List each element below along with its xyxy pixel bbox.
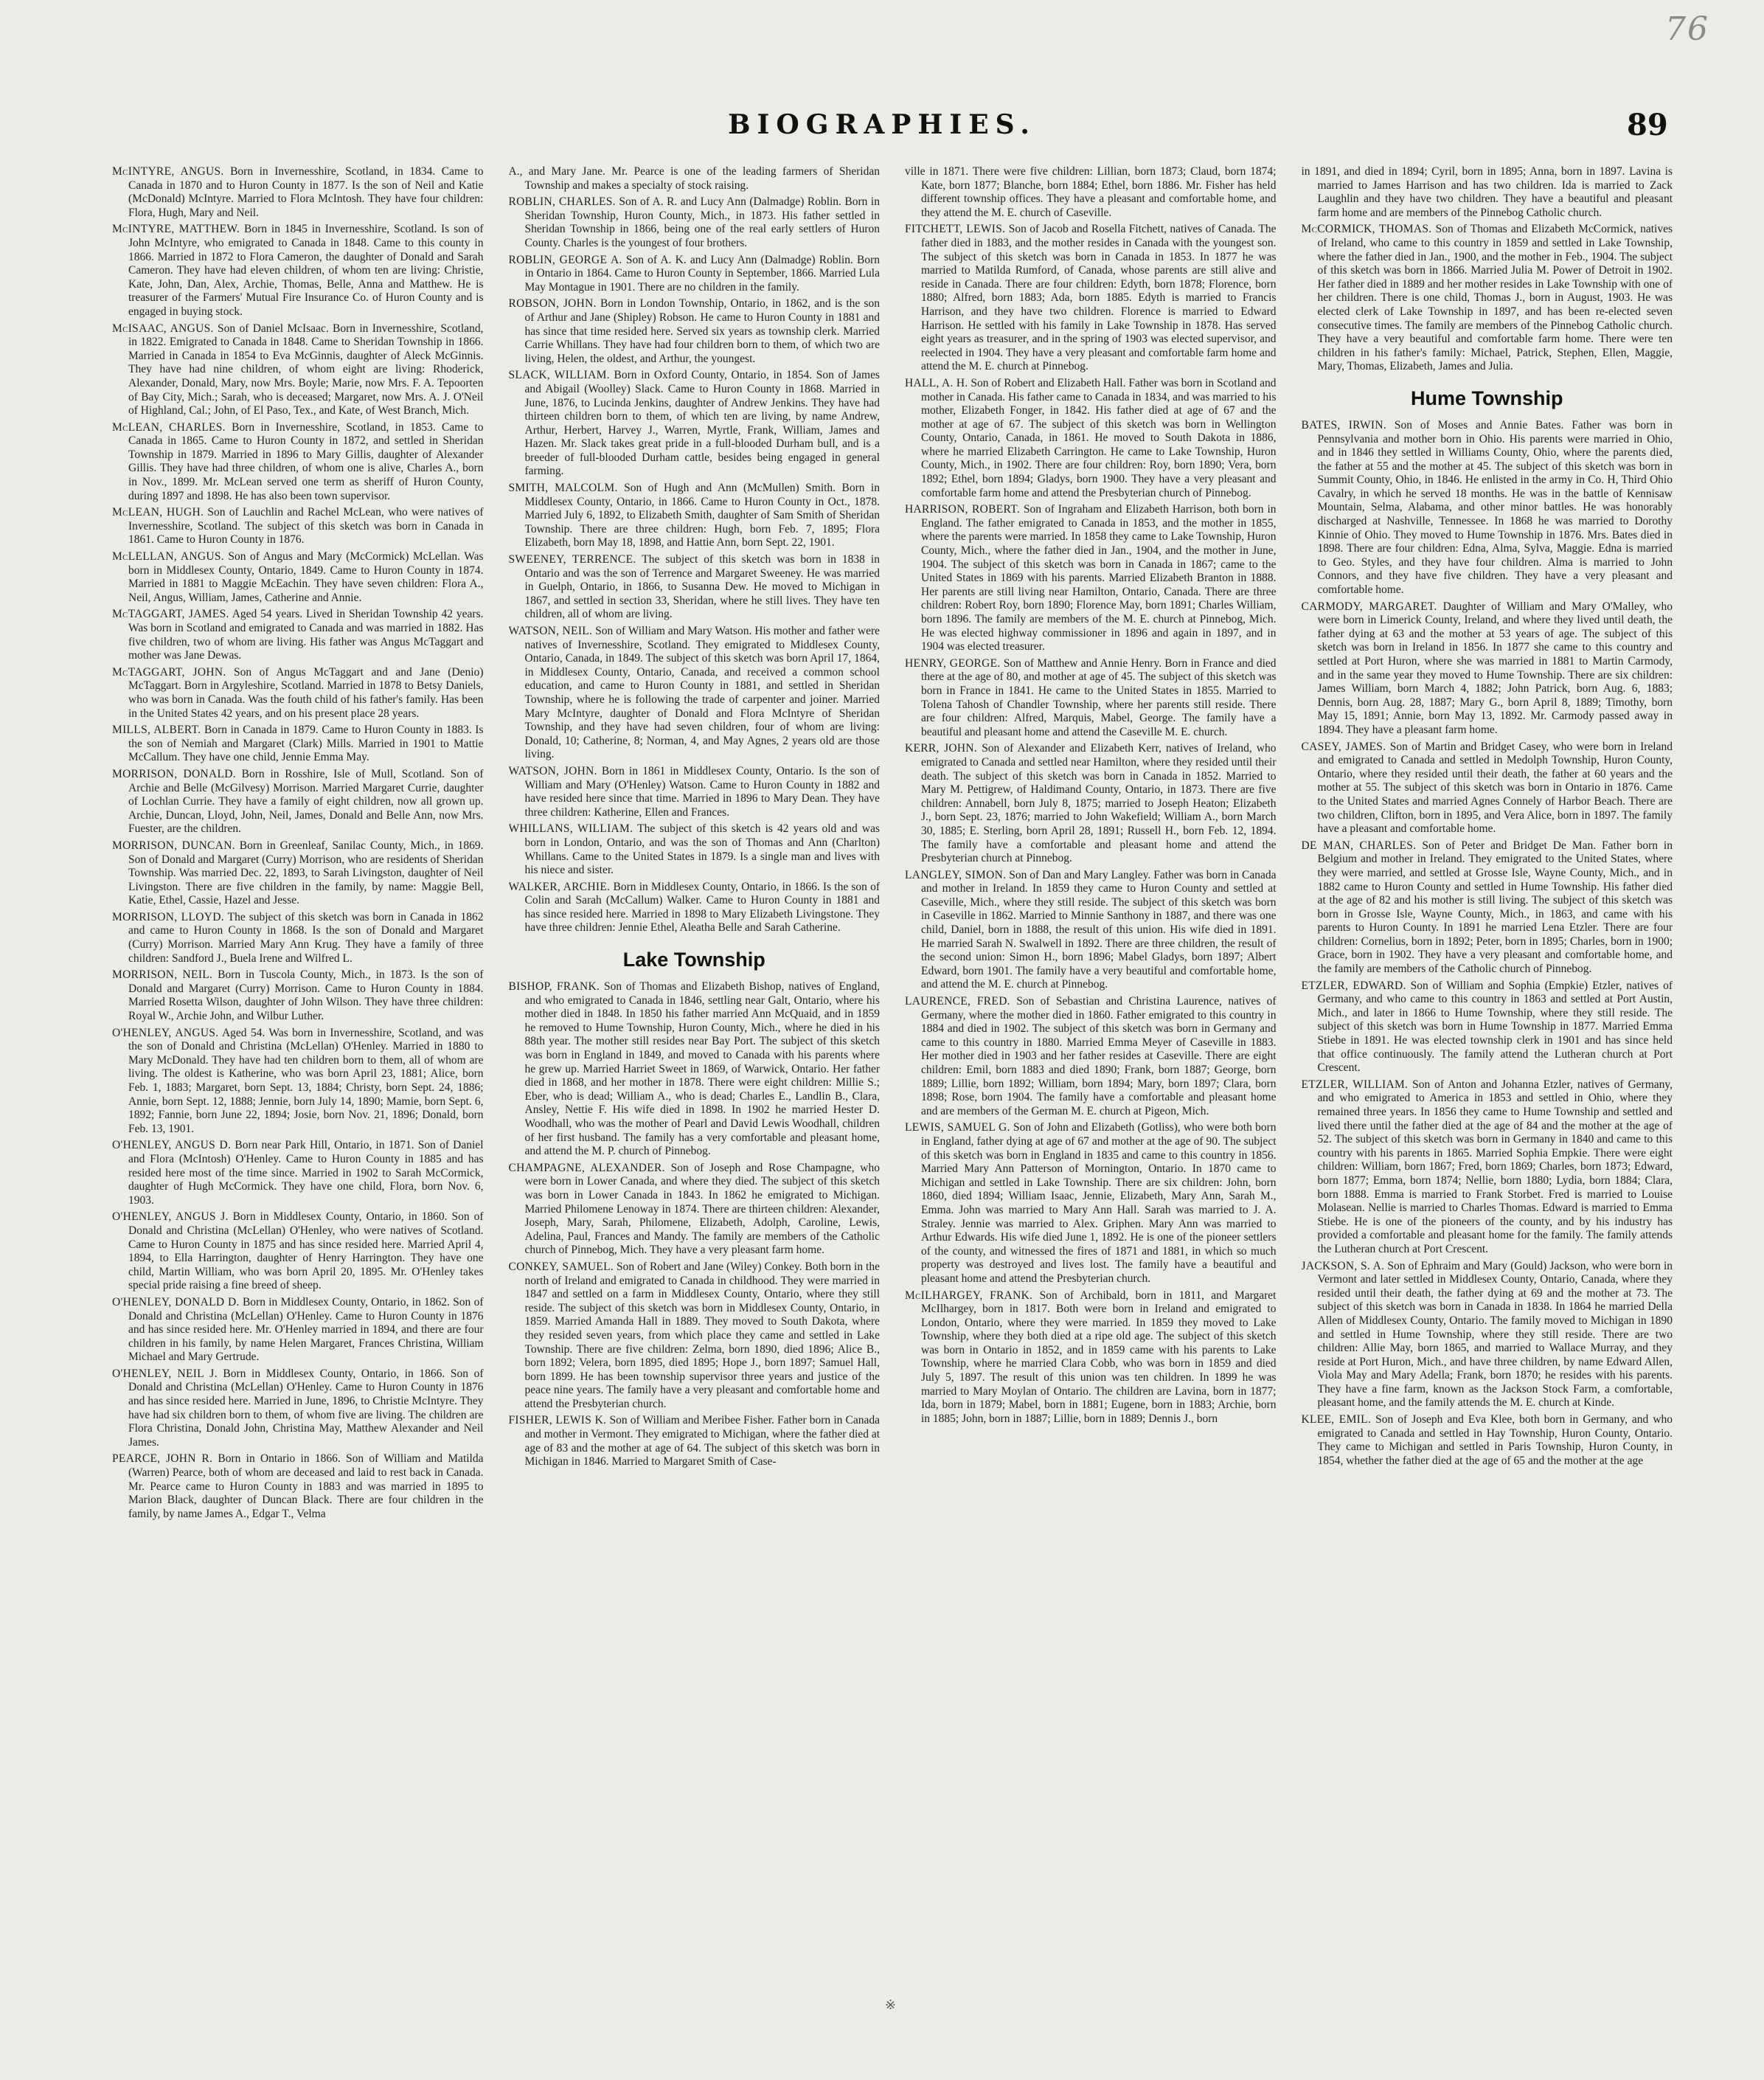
section-heading: Hume Township bbox=[1411, 386, 1563, 409]
entry-name: LANGLEY, SIMON. bbox=[905, 868, 1007, 881]
entry-text: Son of A. K. and Lucy Ann (Dalmadge) Roblin. Born in Ontario in 1864. Came to Huron County in September, 1866. Married Lula May Montague in 1901. There are no children in the family. bbox=[524, 253, 880, 294]
section-heading: Lake Township bbox=[622, 949, 765, 971]
entry-text: The subject of this sketch was born in 1838 in Ontario and was the son of Terrence and Margaret Sweeney. He was married in Guelph, Ontario, in 1866, to Susanna Dew. He moved to Michigan in 1867, and settled in section 33, Sheridan, where he still lives. They have ten children, all of whom are living. bbox=[524, 553, 880, 621]
entry-text: ville in 1871. There were five children: Lillian, born 1873; Claud, born 1874; Kate, born 1877; Blanche, born 1884; Ethel, born 1886. Mr. Fisher has held different township offices. They have a pleasant and comfortable home, and they attend the M. E. church of Caseville. bbox=[905, 165, 1277, 219]
entry-name: O'HENLEY, NEIL J. bbox=[112, 1367, 218, 1380]
biography-entry bbox=[509, 553, 881, 622]
entry-name: HENRY, GEORGE. bbox=[905, 656, 1001, 670]
entry-text: Born in 1861 in Middlesex County, Ontario. Is the son of William and Mary (O'Henley) Watson. Came to Huron County in 1882 and have resided here since that time. Married in 1896 to Mary Dean. They have three children: Katherine, Ellen and Frances. bbox=[524, 764, 880, 819]
entry-text: Born in Middlesex County, Ontario, in 1866. Is the son of Colin and Sarah (McCallum) Walker. Came to Huron County in 1881 and has since resided here. Married in 1898 to Mary Elizabeth Livingstone. They have three children: Jennie Ethel, Aleatha Belle and Sarah Catherine. bbox=[524, 880, 880, 935]
entry-text: Son of Anton and Johanna Etzler, natives of Germany, and who emigrated to America in 1853 and settled in Ohio, where they remained three years. In 1856 they came to Hume Township and settled and lived there until the father died at the age of 84 and the mother at the age of 52. The subject of this sketch was born in Germany in 1840 and came to this country with his parents in 1865. Married Sophia Empkie. There were eight children: William, born 1867; Fred, born 1869; Charles, born 1873; Edward, born 1877; Emma, born 1874; Nellie, born 1880; Lydia, born 1884; Clara, born 1888. Emma is married to Frank Storbet. Fred is married to Louise Molasean. Nellie is married to Charles Thomas. Edward is married to Emma Stiebe. He is one of the pioneers of the county, and by his industry has provided a comfortable and pleasant home for the family. The family attends the Lutheran church at Port Crescent. bbox=[1317, 1078, 1673, 1255]
entry-name: PEARCE, JOHN R. bbox=[112, 1452, 213, 1466]
entry-text: Son of Ephraim and Mary (Gould) Jackson, who were born in Vermont and later settled in Middlesex County, Ontario, Canada, where they resided until their death, the father dying at 69 and the mother at 73. The subject of this sketch was born in Canada in 1838. In 1864 he married Della Allen of Middlesex County, Ontario. The family moved to Michigan in 1890 and settled in Hume Township, where they still reside. There are two children: Allie May, born 1865, and married to Wallace Murray, and they reside at Port Huron, Mich., and have three children, by name Edward Allen, Viola May and Mary Adella; Frank, born 1870; he resides with his parents. They have a fine farm, known as the Jackson Stock Farm, a comfortable, pleasant home, and the family attends the M. E. church at Kinde. bbox=[1317, 1259, 1673, 1410]
biography-entry bbox=[1302, 223, 1673, 374]
biography-entry bbox=[509, 765, 881, 819]
biography-entry bbox=[112, 1296, 484, 1365]
entry-name: BISHOP, FRANK. bbox=[508, 980, 600, 994]
biography-entry bbox=[509, 165, 881, 193]
entry-text: Born in Invernesshire, Scotland, in 1834. Came to Canada in 1870 and to Huron County in 1877. Is the son of Neil and Katie (McDonald) McIntyre. Married to Flora McIntosh. They have four children: Flora, Hugh, Mary and Neil. bbox=[128, 165, 484, 219]
biography-entry bbox=[509, 980, 881, 1159]
biography-entry bbox=[112, 768, 484, 836]
biography-entry bbox=[1302, 1260, 1673, 1411]
entry-text: Son of A. R. and Lucy Ann (Dalmadge) Roblin. Born in Sheridan Township, Huron County, Mich., in 1873. His father settled in Sheridan Township in 1866, being one of the real early settlers of Huron County. Charles is the youngest of four brothers. bbox=[524, 195, 880, 249]
column-3 bbox=[905, 165, 1277, 2053]
biography-entry bbox=[112, 322, 484, 418]
entry-text: Son of Archibald, born in 1811, and Margaret McIlhargey, born in 1817. Both were born in Ireland and emigrated to London, Ontario, where they were married. In 1859 they moved to Lake Township, where they both died at a ripe old age. The subject of this sketch was born in Ontario in 1852, and in 1859 came with his parents to Lake Township, where he married Clara Cobb, who was born in 1859 and died July 5, 1897. The result of this union was ten children. In 1899 he was married to Mary Moylan of Ontario. The children are Lavina, born in 1877; Ida, born in 1879; Mabel, born in 1881; Eugene, born in 1883; Archie, born in 1885; John, born in 1887; Lillie, born in 1889; Dennis J., born bbox=[921, 1289, 1277, 1425]
entry-text: Son of Moses and Annie Bates. Father was born in Pennsylvania and mother born in Ohio. His parents were married in Ohio, and in 1846 they settled in Williams County, Ohio, where the parents died, the father at 55 and the mother at 45. The subject of this sketch was born in Summit County, Ohio, in 1846. He enlisted in the army in Co. H, Third Ohio Cavalry, in which he served 18 months. He was in the battle of Kennisaw Mountain, Selma, Alabama, and other minor battles. He was honorably discharged at Nashville, Tennessee. In 1868 he was married to Dorothy Kinnie of Ohio. They moved to Hume Township in 1876. Mrs. Bates died in 1898. There are four children: Edna, Alma, Sylva, Maggie. Edna is married to Geo. Styles, and they have four children. Alma is married to John Connors, and they have five children. They have a very pleasant and comfortable home. bbox=[1317, 418, 1673, 597]
column-4 bbox=[1302, 165, 1673, 2053]
entry-name: McCORMICK, THOMAS. bbox=[1301, 223, 1432, 236]
entry-name: SMITH, MALCOLM. bbox=[508, 482, 618, 495]
entry-text: in 1891, and died in 1894; Cyril, born in 1895; Anna, born in 1897. Lavina is married to James Harrison and has two children. Ida is married to Zack Laughlin and they have two children. They have a beautiful and pleasant farm home and are members of the Pinnebog Catholic church. bbox=[1301, 165, 1673, 219]
entry-name: CHAMPAGNE, ALEXANDER. bbox=[508, 1161, 665, 1174]
entry-name: McLEAN, HUGH. bbox=[112, 506, 204, 519]
gutter-ornament: ※ bbox=[885, 1997, 897, 2012]
entry-text: Born near Park Hill, Ontario, in 1871. Son of Daniel and Flora (McIntosh) O'Henley. Came to Huron County in 1885 and has resided here most of the time since. Married in 1902 to Sarah McCormick, daughter of Hugh McCormick. They have one child, Flora, born Nov. 6, 1903. bbox=[128, 1139, 484, 1207]
biography-entry bbox=[1302, 741, 1673, 836]
biography-entry bbox=[112, 550, 484, 605]
entry-name: MORRISON, DONALD. bbox=[112, 767, 236, 780]
entry-name: O'HENLEY, DONALD D. bbox=[112, 1295, 240, 1308]
biography-entry bbox=[905, 165, 1277, 220]
entry-text: Born in Middlesex County, Ontario, in 1866. Son of Donald and Christina (McLellan) O'Henley. Came to Huron County in 1876 and has since resided here. Married in June, 1896, to Christie McIntyre. They have had six children born to them, of whom five are living. The children are Flora Christina, Donald John, Christina May, Matthew Alexander and Neil James. bbox=[128, 1367, 484, 1449]
entry-text: Son of Martin and Bridget Casey, who were born in Ireland and emigrated to Canada and settled in Medolph Township, Huron County, Ontario, where they resided until their death, the father at 60 years and the mother at 55. The subject of this sketch was born in Ontario in 1876. Came to the United States and married Agnes Connely of Harbor Beach. There are two children, Clifton, born in 1895, and Vera Alice, born in 1897. The family have a pleasant and comfortable home. bbox=[1317, 740, 1673, 836]
entry-text: Born in Ontario in 1866. Son of William and Matilda (Warren) Pearce, both of whom are deceased and laid to rest back in Canada. Mr. Pearce came to Huron County in 1883 and was married in 1895 to Marion Black, daughter of Duncan Black. There are four children in the family, by name James A., Edgar T., Velma bbox=[128, 1452, 484, 1520]
running-head: BIOGRAPHIES. bbox=[728, 109, 1036, 140]
entry-text: Son of John and Elizabeth (Gotliss), who were both born in England, father dying at age of 67 and mother at the age of 90. The subject of this sketch was born in England in 1835 and came to this country in 1856. Married Mary Ann Patterson of Mornington, Ontario. In 1870 came to Michigan and settled in Lake Township. There are six children: John, born 1860, died 1894; William Isaac, Jennie, Elizabeth, Mary Ann, Sarah M., Emma. John was married to Mary Ann Hall. Sarah was married to J. A. Straley. Jennie was married to Alex. Griphen. Mary Ann was married to Arthur Edwards. His wife died June 1, 1892. He is one of the pioneer settlers of the county, and witnessed the fires of 1871 and 1881, in which so much property was destroyed and lives lost. The family have a beautiful and pleasant home and attend the Presbyterian church. bbox=[921, 1121, 1277, 1285]
entry-text: The subject of this sketch was born in Canada in 1862 and came to Huron County in 1868. Is the son of Donald and Margaret (Curry) Morrison. Married Mary Ann Krug. They have a family of three children: Sandford J., Buela Irene and Wilfred L. bbox=[128, 910, 484, 965]
entry-text: Son of Thomas and Elizabeth Bishop, natives of England, and who emigrated to Canada in 1846, settling near Galt, Ontario, where his mother died in 1848. In 1850 his father married Ann McQuaid, and in 1859 he removed to Hume Township, Huron County, Mich., where he died in his 88th year. The mother still resides near Bay Port. The subject of this sketch was born in England in 1849, and moved to Canada with his parents where he grew up. Married Harriet Sweet in 1869, of Warwick, Ontario. Her father died in 1868, and her mother in 1878. There were eight children: Millie S.; Eber, who is dead; William A., who is dead; Charles E., Landlin B., Clara, Ansley, Nettie F. His wife died in 1898. In 1902 he married Hester D. Woodhall, who was the mother of Pearl and David Lewis Woodhall, children of her first husband. The family has a very comfortable and pleasant home, and attend the M. P. church of Pinnebog. bbox=[524, 980, 880, 1158]
biography-entry bbox=[112, 506, 484, 547]
entry-text: Aged 54 years. Lived in Sheridan Township 42 years. Was born in Scotland and emigrated to Canada and was married in 1882. Has five children, two of whom are living. His father was Angus McTaggart and mother was Jane Dewas. bbox=[128, 608, 484, 662]
column-1 bbox=[112, 165, 484, 2053]
biography-entry bbox=[905, 657, 1277, 740]
entry-name: ROBLIN, CHARLES. bbox=[508, 195, 616, 209]
entry-name: ETZLER, EDWARD. bbox=[1301, 979, 1406, 992]
entry-text: Aged 54. Was born in Invernesshire, Scotland, and was the son of Donald and Christina (McLellan) O'Henley. Married in 1880 to Mary McDonald. They have had ten children born to them, all of whom are living. The oldest is Katherine, who was born April 23, 1881; Alice, born Feb. 1, 1883; Margaret, born Sept. 13, 1884; Christy, born Sept. 24, 1886; Annie, born Sept. 12, 1888; Jennie, born July 14, 1890; Mamie, born Sept. 6, 1892; Fannie, born June 22, 1894; Josie, born Nov. 21, 1896; Donald, born Feb. 13, 1901. bbox=[128, 1026, 484, 1135]
entry-name: BATES, IRWIN. bbox=[1301, 418, 1387, 431]
entry-text: Daughter of William and Mary O'Malley, who were born in Limerick County, Ireland, and where they lived until death, the father dying at 63 and the mother at 53 years of age. The subject of this sketch was born in Ireland in 1856. In 1877 she came to this country and settled at Port Huron, where she was married in 1881 to Martin Carmody, and in the same year they moved to Hume Township. There are six children: James William, born March 4, 1882; John Patrick, born Aug. 6, 1883; Dennis, born Aug. 28, 1887; Mary G., born April 8, 1889; Timothy, born May 15, 1891; Annie, born May 13, 1892. Mr. Carmody passed away in 1894. They have a pleasant farm home. bbox=[1317, 600, 1673, 736]
biography-entry bbox=[112, 1452, 484, 1521]
entry-name: CONKEY, SAMUEL. bbox=[508, 1260, 614, 1273]
entry-name: O'HENLEY, ANGUS D. bbox=[112, 1139, 232, 1152]
biography-entry bbox=[112, 724, 484, 765]
entry-text: Son of Ingraham and Elizabeth Harrison, both born in England. The father emigrated to Canada in 1853, and the mother in 1855, where the parents were married. In 1858 they came to Lake Township, Huron County, Mich., where the father died in Jan., 1904, and the mother in June, 1904. The subject of this sketch was born in Canada in 1867; came to the United States in 1869 with his parents. Married Elizabeth Branton in 1888. Her parents are still living near Hamilton, Ontario, Canada. There are three children: Robert Roy, born 1890; Florence May, born 1891; Charles William, born 1896. The family are members of the M. E. church at Pinnebog, Mich. He was elected highway commissioner in 1896 and again in 1897, and in 1904 was elected treasurer. bbox=[921, 503, 1277, 654]
entry-name: FISHER, LEWIS K. bbox=[508, 1414, 607, 1427]
entry-name: O'HENLEY, ANGUS. bbox=[112, 1026, 219, 1039]
entry-text: Son of Sebastian and Christina Laurence, natives of Germany, where the mother died in 1860. Father emigrated to this country in 1884 and died in 1902. The subject of this sketch was born in Germany and came to this country in 1880. Married Emma Meyer of Caseville in 1883. Her mother died in 1903 and her father resides at Caseville. There are eight children: Emil, born 1883 and died 1890; Frank, born 1887; George, born 1889; Lillie, born 1892; William, born 1894; Mary, born 1897; Clara, born 1898; Rose, born 1904. The family have a comfortable and pleasant home and are members of the German M. E. church at Pigeon, Mich. bbox=[921, 995, 1277, 1117]
entry-name: McTAGGART, JOHN. bbox=[112, 665, 226, 679]
biography-entry bbox=[1302, 1413, 1673, 1468]
entry-name: ROBSON, JOHN. bbox=[508, 297, 597, 311]
entry-name: McTAGGART, JAMES. bbox=[112, 608, 229, 621]
biography-entry bbox=[509, 482, 881, 550]
biography-entry bbox=[112, 1367, 484, 1450]
biography-entry bbox=[112, 839, 484, 908]
entry-name: SWEENEY, TERRENCE. bbox=[508, 553, 636, 566]
entry-name: ROBLIN, GEORGE A. bbox=[508, 253, 622, 266]
entry-name: WHILLANS, WILLIAM. bbox=[508, 822, 633, 836]
entry-name: McINTYRE, ANGUS. bbox=[112, 165, 224, 178]
entry-text: Born in Oxford County, Ontario, in 1854. Son of James and Abigail (Woolley) Slack. Came to Huron County in 1868. Married in June, 1876, to Lucinda Jenkins, daughter of Andrew Jenkins. They have had thirteen children born to them, of which ten are living, by name Andrew, Arthur, Herbert, Harvey J., Warren, Myrtle, Frank, William, James and Hazen. Mr. Slack takes great pride in a full-blooded Durham bull, and is a breeder of full-blooded Durham cattle, besides being engaged in general farming. bbox=[524, 369, 880, 478]
biography-entry bbox=[509, 297, 881, 366]
entry-text: Born in 1845 in Invernesshire, Scotland. Is son of John McIntyre, who emigrated to Canada in 1848. Came to this county in 1866. Married in 1872 to Flora Cameron, the daughter of Donald and Sarah Cameron. They have had eleven children, of whom ten are living: Christie, Kate, John, Dan, Alex, Archie, Thomas, Belle, Anna and Matthew. He is treasurer of the Farmers' Mutual Fire Insurance Co. of Huron County and is engaged in buying stock. bbox=[128, 223, 484, 318]
entry-text: Born in Invernesshire, Scotland, in 1853. Came to Canada in 1865. Came to Huron County in 1872, and settled in Sheridan Township in 1879. Married in 1896 to Mary Gillis, daughter of Alexander Gillis. They have had three children, of whom one is alive, Charles A., born in Nov., 1899. Mr. McLean served one term as sheriff of Huron County, during 1897 and 1898. He has also been town supervisor. bbox=[128, 420, 484, 502]
entry-text: Born in Canada in 1879. Came to Huron County in 1883. Is the son of Nemiah and Margaret (Clark) Mills. Married in 1901 to Mattie McCallum. They have one child, Jennie Emma May. bbox=[128, 724, 484, 764]
biography-entry bbox=[1302, 980, 1673, 1075]
entry-name: MORRISON, NEIL. bbox=[112, 968, 213, 982]
biography-entry bbox=[509, 369, 881, 479]
entry-name: CASEY, JAMES. bbox=[1301, 740, 1386, 753]
entry-text: Son of Jacob and Rosella Fitchett, natives of Canada. The father died in 1883, and the mother resides in Canada with the youngest son. The subject of this sketch was born in Canada in 1853. In 1877 he was married to Matilda Rumford, of Canada, whose parents are still alive and reside in Canada. There are four children: Edyth, born 1878; Florence, born 1880; Alfred, born 1883; Ada, born 1885. Edyth is married to Francis Harrison, and they have two children. Florence is married to Edward Harrison. He settled with his family in Lake Township in 1878. Has served eight years as treasurer, and in the spring of 1903 was elected supervisor, and reelected in 1904. They have a very pleasant and comfortable farm home and attend the M. E. church at Pinnebog. bbox=[921, 223, 1277, 373]
entry-text: Son of William and Mary Watson. His mother and father were natives of Invernesshire, Scotland. They emigrated to Middlesex County, Ontario, Canada, in 1849. The subject of this sketch was born April 17, 1864, in Middlesex County, Ontario, Canada, and received a common school education, and came to Huron County in 1881, and settled in Sheridan Township, where he is following the trade of carpenter and joiner. Married Mary McIntyre, daughter of Donald and Flora McIntyre of Sheridan Township, and they have had seven children, four of whom are living: Donald, 10; Catherine, 8; Norman, 4, and May Agnes, 2 years old are those living. bbox=[524, 625, 880, 761]
biography-entry bbox=[112, 968, 484, 1023]
biography-entry bbox=[905, 995, 1277, 1118]
entry-name: McISAAC, ANGUS. bbox=[112, 322, 214, 335]
biography-columns bbox=[112, 165, 1673, 2053]
entry-text: Son of Lauchlin and Rachel McLean, who were natives of Invernesshire, Scotland. The subject of this sketch was born in Canada in 1861. Came to Huron County in 1876. bbox=[128, 506, 484, 547]
biography-entry bbox=[905, 503, 1277, 654]
entry-text: Son of Hugh and Ann (McMullen) Smith. Born in Middlesex County, Ontario, in 1866. Came to Huron County in Oct., 1878. Married July 6, 1892, to Elizabeth Smith, daughter of Sam Smith of Sheridan Township. There are three children: Hugh, born Feb. 7, 1895; Flora Elizabeth, born May 18, 1898, and Hattie Ann, born Sept. 22, 1901. bbox=[524, 482, 880, 550]
entry-name: McLELLAN, ANGUS. bbox=[112, 550, 224, 564]
entry-name: WATSON, JOHN. bbox=[508, 764, 597, 777]
biography-entry bbox=[1302, 600, 1673, 738]
entry-name: MILLS, ALBERT. bbox=[112, 724, 201, 737]
biography-entry bbox=[1302, 419, 1673, 597]
biography-entry bbox=[509, 195, 881, 250]
biography-entry bbox=[509, 254, 881, 295]
biography-entry bbox=[112, 1139, 484, 1207]
entry-text: Son of Robert and Elizabeth Hall. Father was born in Scotland and mother in Canada. His father came to Canada in 1834, and was married to his mother, Elizabeth Fonger, in 1842. His father died at age of 67 and the mother at age of 67. The subject of this sketch was born in Wellington County, Ontario, Canada, in 1861. He moved to South Dakota in 1886, where he married Elizabeth Carrington. He came to Lake Township, Huron County, Mich., in 1902. There are four children: Roy, born 1890; Vera, born 1892; Ethel, born 1894; Gladys, born 1900. They have a very pleasant and comfortable farm home and attend the Presbyterian church of Pinnebog. bbox=[921, 376, 1277, 499]
entry-text: Born in Greenleaf, Sanilac County, Mich., in 1869. Son of Donald and Margaret (Curry) Morrison, who are residents of Sheridan Township. Was married Dec. 22, 1893, to Sarah Livingston, daughter of Neil Livingston. There are five children in the family, by name: Maggie Bell, Katie, Ethel, Cassie, Hazel and Jesse. bbox=[128, 839, 484, 907]
entry-text: Son of Angus McTaggart and and Jane (Denio) McTaggart. Born in Argyleshire, Scotland. Married in 1878 to Betsy Daniels, who was born in Canada. Was the fouth child of his father's family. Has been in the United States 42 years, and on his present place 28 years. bbox=[128, 665, 484, 720]
entry-text: Son of Robert and Jane (Wiley) Conkey. Both born in the north of Ireland and emigrated to Canada in childhood. They were married in 1847 and settled on a farm in Middlesex County, Ontario, where they still reside. The subject of this sketch was born in Middlesex County, Ontario, in 1859. Married Amanda Hall in 1889. They moved to South Dakota, where they resided seven years, from which place they came and settled in Lake Township. There are five children: Zelma, born 1890, died 1896; Alice B., born 1892; Velera, born 1895, died 1895; Hope J., born 1897; Samuel Hall, born 1899. He has been township supervisor three years and justice of the peace nine years. The family have a very pleasant and comfortable home and attend the Presbyterian church. bbox=[524, 1260, 880, 1410]
biography-entry bbox=[1302, 1078, 1673, 1257]
entry-name: HALL, A. H. bbox=[905, 376, 968, 389]
biography-entry bbox=[905, 377, 1277, 500]
entry-text: Born in Middlesex County, Ontario, in 1860. Son of Donald and Christina (McLellan) O'Henley, who were natives of Scotland. Came to Huron County in 1875 and has since resided here. Married April 4, 1894, to Ella Harrington, daughter of Henry Harrington. They have one child, Martin William, who was born April 20, 1895. Mr. O'Henley takes special pride raising a fine breed of sheep. bbox=[128, 1210, 484, 1292]
biography-entry bbox=[509, 881, 881, 935]
biography-entry bbox=[112, 1027, 484, 1137]
entry-text: Son of Matthew and Annie Henry. Born in France and died there at the age of 80, and mother at age of 45. The subject of this sketch was born in France in 1841. He came to the United States in 1855. Married to Tolena Tahosh of Chandler Township, where her parents still reside. There are four children: Alfred, Marquis, Mabel, George. The family have a beautiful and pleasant home and attend the Caseville M. E. church. bbox=[921, 656, 1277, 738]
biography-entry bbox=[509, 822, 881, 877]
biography-entry bbox=[905, 223, 1277, 374]
page-number: 89 bbox=[1627, 108, 1668, 142]
entry-name: ETZLER, WILLIAM. bbox=[1301, 1078, 1409, 1091]
biography-entry bbox=[112, 666, 484, 721]
biography-entry bbox=[905, 869, 1277, 992]
entry-name: FITCHETT, LEWIS. bbox=[905, 223, 1006, 236]
entry-text: Son of Thomas and Elizabeth McCormick, natives of Ireland, who came to this country in 1859 and settled in Lake Township, where the father died in Jan., 1900, and the mother in Feb., 1904. The subject of this sketch was born in 1866. Married Julia M. Power of Detroit in 1902. Her father died in 1889 and her mother resides in Lake Township with one of her children. There is one child, Thomas J., born in August, 1903. He was elected clerk of Lake Township in 1897, and has been re-elected seven consecutive times. The family are members of the Pinnebog Catholic church. They have a very beautiful and comfortable farm home. There were ten children in his father's family: Michael, Patrick, Stephen, Ellen, Maggie, Mary, Thomas, Elizabeth, James and Julia. bbox=[1317, 223, 1673, 373]
entry-text: Born in Tuscola County, Mich., in 1873. Is the son of Donald and Margaret (Curry) Morrison. Came to Huron County in 1884. Married Rosetta Wilson, daughter of John Wilson. They have three children: Royal W., Archie John, and Wilbur Luther. bbox=[128, 968, 484, 1023]
biography-entry bbox=[509, 1162, 881, 1258]
entry-text: Son of Daniel McIsaac. Born in Invernesshire, Scotland, in 1822. Emigrated to Canada in 1848. Came to Sheridan Township in 1866. Married in Canada in 1854 to Eva McGinnis, daughter of Aleck McGinnis. They have had nine children, of whom eight are living: Rhoderick, Alexander, Donald, Mary, now Mrs. Boyle; Marie, now Mrs. F. A. Tepoorten of Bay City, Mich.; Sarah, who is deceased; Margaret, now Mrs. A. J. O'Neil of Highland, Cal.; John, of El Paso, Tex., and Kate, of West Branch, Mich. bbox=[128, 322, 484, 417]
pencil-page-note: 76 bbox=[1665, 10, 1709, 48]
entry-text: Son of Alexander and Elizabeth Kerr, natives of Ireland, who emigrated to Canada and settled near Hamilton, where they resided until their death. The subject of this sketch was born in Canada in 1852. Married to Mary M. Pettigrew, of Haldimand County, Ontario, in 1873. There are five children: Annabell, born July 8, 1875; married to Joseph Heaton; Elizabeth J., born Sept. 23, 1876; married to John Wakefield; William A., born March 30, 1885; E. Sterling, born April 28, 1891; Russell H., born Feb. 12, 1894. The family have a comfortable and pleasant home and attend the Presbyterian church at Pinnebog. bbox=[921, 742, 1277, 865]
entry-text: Son of Joseph and Rose Champagne, who were born in Lower Canada, and where they died. The subject of this sketch was born in Lower Canada in 1843. In 1862 he emigrated to Michigan. Married Philomene Lenoway in 1874. There are thirteen children: Alexander, Joseph, Mary, Sarah, Philomene, Elizabeth, Adolph, Caroline, Lewis, Adelina, Paul, Frances and Mandy. The family are members of the Catholic church of Pinnebog, Mich. They have a very pleasant farm home. bbox=[524, 1161, 880, 1257]
biography-entry bbox=[905, 1289, 1277, 1426]
entry-name: CARMODY, MARGARET. bbox=[1301, 600, 1437, 613]
biography-entry bbox=[1302, 165, 1673, 220]
entry-name: McINTYRE, MATTHEW. bbox=[112, 223, 240, 236]
biography-entry bbox=[112, 911, 484, 966]
entry-name: SLACK, WILLIAM. bbox=[508, 369, 610, 382]
biography-entry bbox=[509, 625, 881, 762]
entry-name: McILHARGEY, FRANK. bbox=[905, 1289, 1033, 1302]
entry-text: Born in London Township, Ontario, in 1862, and is the son of Arthur and Jane (Shipley) Robson. He came to Huron County in 1881 and has since that time resided here. Served six years as township clerk. Married Carrie Whillans. They have had four children born to them, of which two are living, Helen, the oldest, and Arthur, the youngest. bbox=[524, 297, 880, 365]
biography-entry bbox=[112, 165, 484, 220]
biography-entry bbox=[1302, 839, 1673, 977]
entry-name: LEWIS, SAMUEL G. bbox=[905, 1121, 1010, 1134]
column-2 bbox=[509, 165, 881, 2053]
entry-text: Son of Angus and Mary (McCormick) McLellan. Was born in Middlesex County, Ontario, 1849. Came to Huron County in 1874. Married in 1881 to Maggie McEachin. They have seven children: Flora A., Neil, Angus, William, James, Catherine and Annie. bbox=[128, 550, 484, 604]
entry-text: Son of William and Meribee Fisher. Father born in Canada and mother in Vermont. They emigrated to Michigan, where the father died at age of 83 and the mother at age of 64. The subject of this sketch was born in Michigan in 1846. Married to Margaret Smith of Case- bbox=[524, 1414, 880, 1469]
biography-entry bbox=[112, 608, 484, 662]
entry-name: WALKER, ARCHIE. bbox=[508, 880, 611, 893]
biography-entry bbox=[905, 1121, 1277, 1286]
biography-entry bbox=[509, 1414, 881, 1469]
biography-entry bbox=[509, 1261, 881, 1412]
entry-name: O'HENLEY, ANGUS J. bbox=[112, 1210, 229, 1224]
entry-name: KERR, JOHN. bbox=[905, 742, 978, 755]
entry-text: Son of William and Sophia (Empkie) Etzler, natives of Germany, and who came to this country in 1863 and settled at Port Austin, Mich., and later in 1866 to Hume Township, where they still reside. The subject of this sketch was born in Hume Township in 1877. Married Emma Stiebe in 1891. He was elected township clerk in 1901 and has since held that office continuously. The family attend the Lutheran church at Port Crescent. bbox=[1317, 979, 1673, 1075]
entry-text: Son of Dan and Mary Langley. Father was born in Canada and mother in Ireland. In 1859 they came to Huron County and settled at Caseville, Mich., where they still reside. The subject of this sketch was born in Caseville in 1862. Married to Minnie Santhony in 1887, and there was one child, Daniel, born in 1888, the result of this union. His wife died in 1891. He married Sarah N. Swalwell in 1892. There are three children, the result of the second union: Simon H., born 1896; Mabel Gladys, born 1897; Albert Edward, born 1901. The family have a very beautiful and comfortable home, and attend the M. E. church at Pinnebog. bbox=[921, 868, 1277, 991]
entry-text: The subject of this sketch is 42 years old and was born in London, Ontario, and was the son of Thomas and Ann (Charlton) Whillans. Came to the United States in 1879. Is a single man and lives with his niece and sister. bbox=[524, 822, 880, 877]
entry-text: Son of Joseph and Eva Klee, both born in Germany, and who emigrated to Canada and settled in Hay Township, Huron County, Ontario. They came to Michigan and settled in Paris Township, Huron County, in 1854, whether the father died at the age of 65 and the mother at the age bbox=[1317, 1413, 1673, 1467]
entry-name: McLEAN, CHARLES. bbox=[112, 420, 226, 434]
entry-name: WATSON, NEIL. bbox=[508, 625, 593, 637]
entry-name: LAURENCE, FRED. bbox=[905, 995, 1010, 1008]
entry-name: MORRISON, DUNCAN. bbox=[112, 839, 235, 852]
biography-entry bbox=[905, 742, 1277, 865]
biography-entry bbox=[112, 1210, 484, 1293]
entry-name: HARRISON, ROBERT. bbox=[905, 503, 1021, 516]
biography-entry bbox=[112, 421, 484, 504]
entry-text: Born in Middlesex County, Ontario, in 1862. Son of Donald and Christina (McLellan) O'Henley. Came to Huron County in 1876 and has since resided here. Mr. O'Henley married in 1894, and there are four children in his family, by name Helen Margaret, Frances Christina, William Michael and Mary Gertrude. bbox=[128, 1295, 484, 1364]
entry-name: DE MAN, CHARLES. bbox=[1301, 839, 1417, 852]
entry-text: Born in Rosshire, Isle of Mull, Scotland. Son of Archie and Belle (McGilvesy) Morrison. Married Margaret Currie, daughter of Lochlan Currie. They have a family of eight children, now all grown up. Archie, Duncan, Lloyd, John, Neil, James, Donald and Belle Ann, now Mrs. Fuester, are the children. bbox=[128, 767, 484, 836]
entry-name: KLEE, EMIL. bbox=[1301, 1413, 1372, 1426]
biography-entry bbox=[112, 223, 484, 319]
entry-text: A., and Mary Jane. Mr. Pearce is one of the leading farmers of Sheridan Township and makes a specialty of stock raising. bbox=[508, 165, 880, 192]
entry-name: MORRISON, LLOYD. bbox=[112, 910, 224, 923]
entry-text: Son of Peter and Bridget De Man. Father born in Belgium and mother in Ireland. They emigrated to the United States, where they were married, and settled at Grosse Isle, Wayne County, Mich., and in 1882 came to Huron County and settled in Hume Township. His father died at the age of 82 and his mother is still living. The subject of this sketch was born in Grosse Isle, Wayne County, Mich., in 1863, and came with his parents to Huron County. In 1891 he married Lena Etzler. There are four children: Cornelius, born in 1892; Peter, born in 1895; Charles, born in 1900; Grace, born in 1902. They have a very pleasant and comfortable home, and the family are members of the Catholic church of Pinnebog. bbox=[1317, 839, 1673, 976]
entry-name: JACKSON, S. A. bbox=[1301, 1259, 1385, 1272]
